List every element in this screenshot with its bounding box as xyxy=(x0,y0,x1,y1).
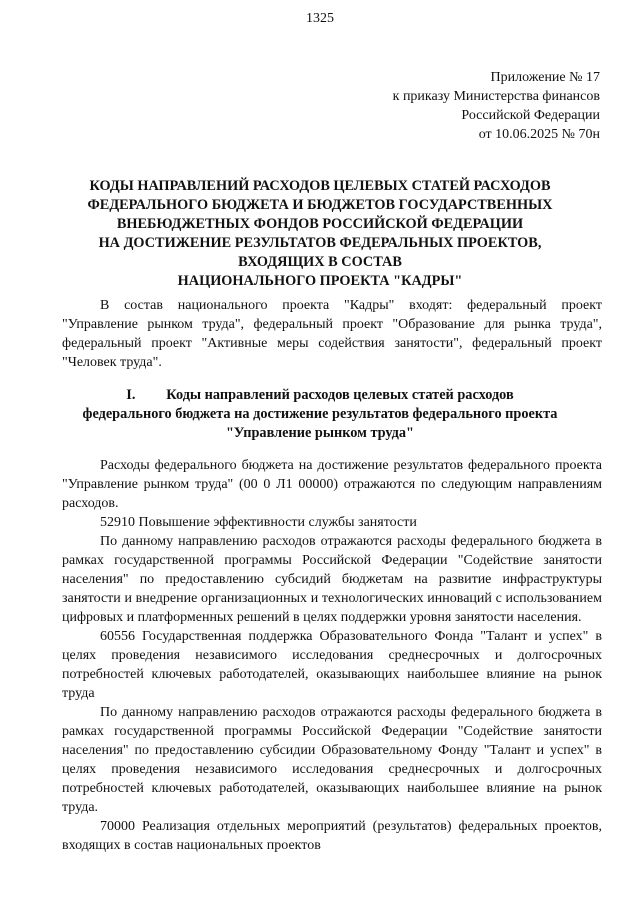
intro-block xyxy=(62,296,602,372)
section-title-line: "Управление рынком труда" xyxy=(225,425,414,441)
intro-paragraph: В состав национального проекта "Кадры" входят: федеральный проект "Управление рынком труда", федеральный проект "Образование для рынка труда", федеральный проект "Активные меры содействия занятости", федеральный проект "Человек труда". xyxy=(62,298,602,370)
section-number: I. xyxy=(126,387,136,403)
appendix-line: к приказу Министерства финансов xyxy=(392,89,600,104)
expense-code-heading: 70000 Реализация отдельных мероприятий (результатов) федеральных проектов, входящих в состав национальных проектов xyxy=(62,819,602,853)
appendix-line: Российской Федерации xyxy=(461,108,600,123)
appendix-header xyxy=(330,68,600,144)
body-paragraph: По данному направлению расходов отражаются расходы федерального бюджета в рамках государственной программы Российской Федерации "Содействие занятости населения" по предоставлению субсидии Образовательному Фонду "Талант и успех" в целях проведения независимого исследования среднесрочных и долгосрочных потребностей ключевых работодателей, оказывающих наибольшее влияние на рынок труда. xyxy=(62,705,602,815)
body-paragraph: По данному направлению расходов отражаются расходы федерального бюджета в рамках государственной программы Российской Федерации "Содействие занятости населения" по предоставлению субсидий бюджетам на развитие инфраструктуры занятости и внедрение организационных и технологических инноваций с использованием цифровых и платформенных решений в целях поддержки уровня занятости населения. xyxy=(62,534,602,625)
section-title-line: федерального бюджета на достижение результатов федерального проекта xyxy=(82,406,558,422)
section-title xyxy=(40,386,600,443)
body-text xyxy=(62,456,602,855)
body-paragraph: Расходы федерального бюджета на достижение результатов федерального проекта "Управление рынком труда" (00 0 Л1 00000) отражаются по следующим направлениям расходов. xyxy=(62,458,602,511)
title-line: ФЕДЕРАЛЬНОГО БЮДЖЕТА И БЮДЖЕТОВ ГОСУДАРСТВЕННЫХ xyxy=(87,197,553,213)
title-line: ВХОДЯЩИХ В СОСТАВ xyxy=(238,254,402,270)
expense-code-heading: 60556 Государственная поддержка Образовательного Фонда "Талант и успех" в целях проведения независимого исследования среднесрочных и долгосрочных потребностей ключевых работодателей, оказывающих наибольшее влияние на рынок труда xyxy=(62,629,602,701)
section-title-line: Коды направлений расходов целевых статей расходов xyxy=(166,387,514,403)
document-title xyxy=(40,177,600,291)
expense-code-heading: 52910 Повышение эффективности службы занятости xyxy=(100,515,417,530)
title-line: КОДЫ НАПРАВЛЕНИЙ РАСХОДОВ ЦЕЛЕВЫХ СТАТЕЙ РАСХОДОВ xyxy=(89,178,551,194)
appendix-line: от 10.06.2025 № 70н xyxy=(478,127,600,142)
appendix-line: Приложение № 17 xyxy=(490,70,600,85)
page-number: 1325 xyxy=(306,11,334,26)
title-line: ВНЕБЮДЖЕТНЫХ ФОНДОВ РОССИЙСКОЙ ФЕДЕРАЦИИ xyxy=(116,216,524,232)
title-line: НАЦИОНАЛЬНОГО ПРОЕКТА "КАДРЫ" xyxy=(177,273,463,289)
title-line: НА ДОСТИЖЕНИЕ РЕЗУЛЬТАТОВ ФЕДЕРАЛЬНЫХ ПРОЕКТОВ, xyxy=(98,235,542,251)
